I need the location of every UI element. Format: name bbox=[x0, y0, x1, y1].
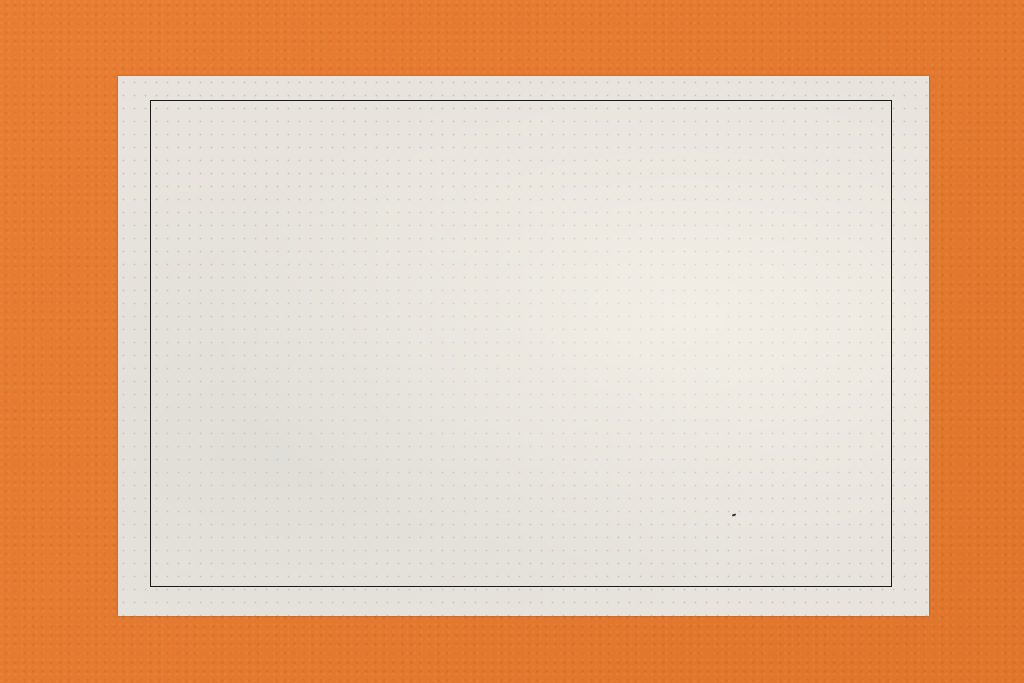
blank-paper-sheet bbox=[118, 76, 929, 616]
printed-frame-border bbox=[150, 100, 892, 587]
